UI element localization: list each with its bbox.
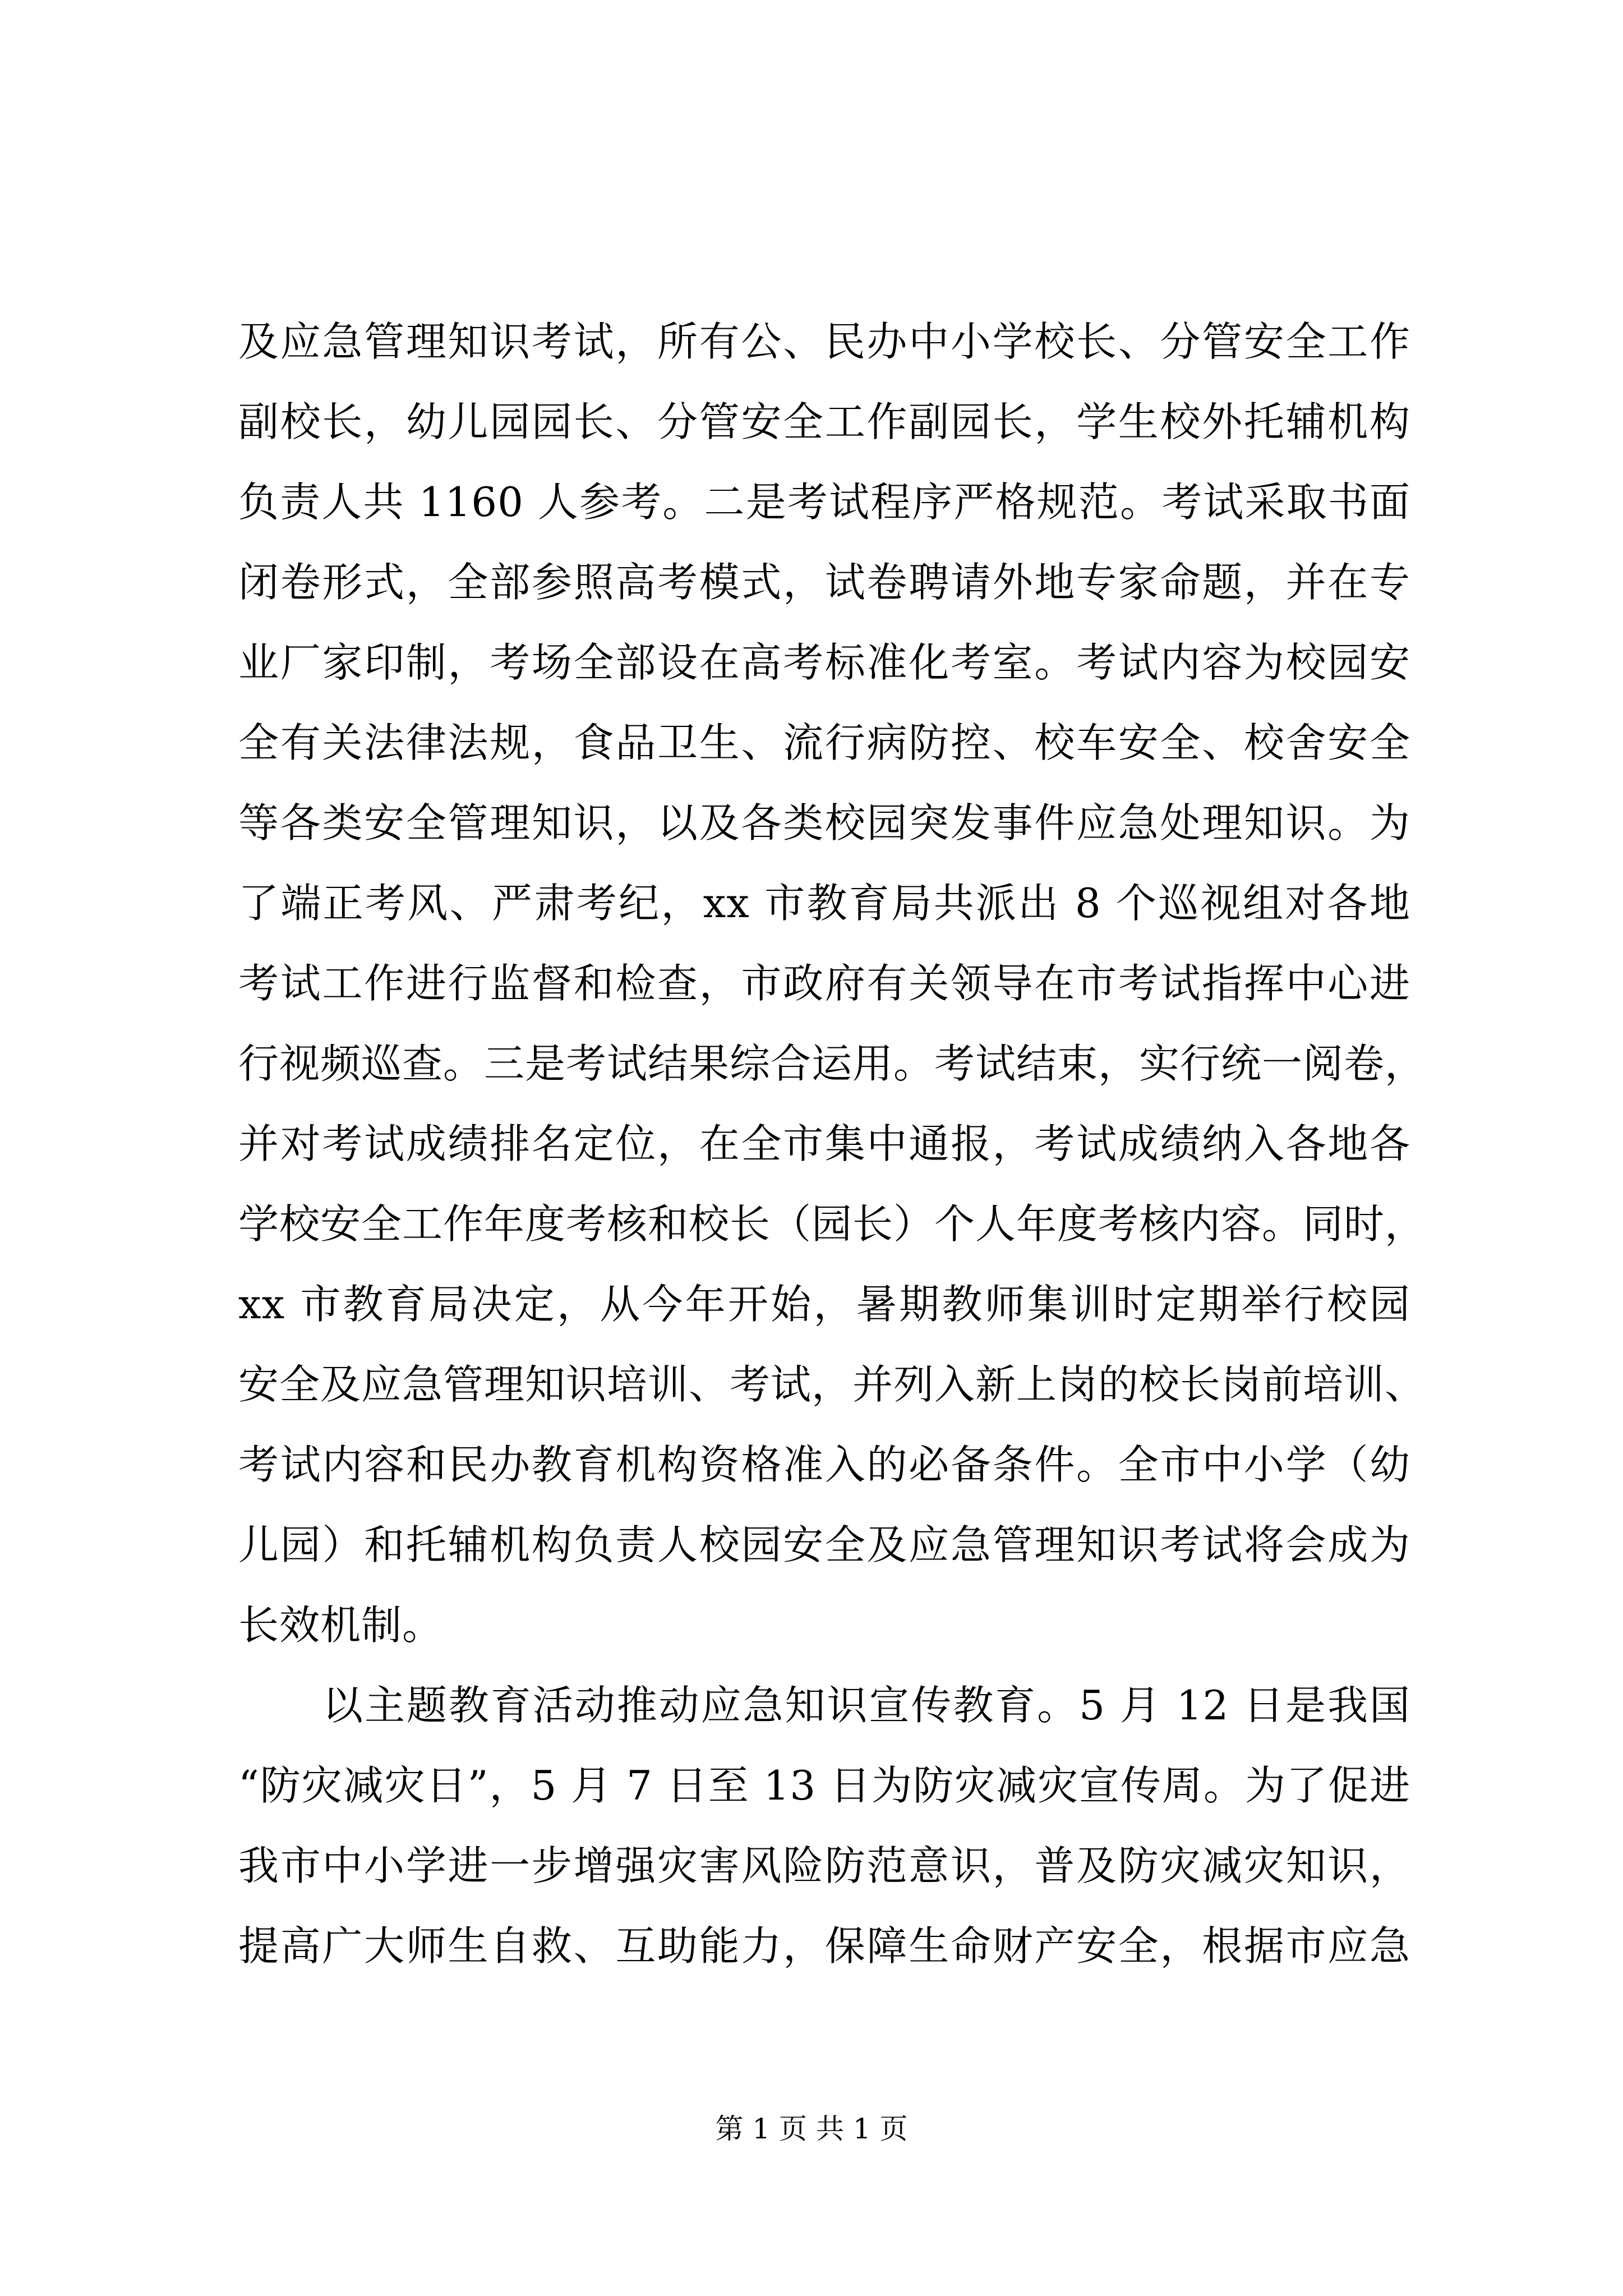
text-line: 安全及应急管理知识培训、考试，并列入新上岗的校长岗前培训、 bbox=[238, 1361, 1426, 1408]
text-line: 了端正考风、严肃考纪，xx 市教育局共派出 8 个巡视组对各地 bbox=[238, 880, 1410, 927]
text-line: 闭卷形式，全部参照高考模式，试卷聘请外地专家命题，并在专 bbox=[238, 559, 1410, 606]
text-line: 及应急管理知识考试，所有公、民办中小学校长、分管安全工作 bbox=[238, 318, 1410, 365]
text-line: 提高广大师生自救、互助能力，保障生命财产安全，根据市应急 bbox=[238, 1922, 1410, 1970]
text-line: 副校长，幼儿园园长、分管安全工作副园长，学生校外托辅机构 bbox=[238, 398, 1410, 445]
text-line: 并对考试成绩排名定位，在全市集中通报，考试成绩纳入各地各 bbox=[238, 1120, 1410, 1167]
text-line: 考试工作进行监督和检查，市政府有关领导在市考试指挥中心进 bbox=[238, 960, 1410, 1007]
text-line: 等各类安全管理知识，以及各类校园突发事件应急处理知识。为 bbox=[238, 799, 1410, 846]
text-line: xx 市教育局决定，从今年开始，暑期教师集训时定期举行校园 bbox=[238, 1281, 1410, 1328]
text-line: 行视频巡查。三是考试结果综合运用。考试结束，实行统一阅卷， bbox=[238, 1040, 1426, 1087]
page-footer: 第 1 页 共 1 页 bbox=[715, 2113, 908, 2145]
text-line: 考试内容和民办教育机构资格准入的必备条件。全市中小学（幼 bbox=[238, 1441, 1410, 1488]
text-line: 全有关法律法规，食品卫生、流行病防控、校车安全、校舍安全 bbox=[238, 719, 1410, 766]
text-line: 长效机制。 bbox=[238, 1602, 444, 1649]
text-line: “防灾减灾日”，5 月 7 日至 13 日为防灾减灾宣传周。为了促进 bbox=[238, 1762, 1410, 1809]
paragraph-first-line: 以主题教育活动推动应急知识宣传教育。5 月 12 日是我国 bbox=[322, 1682, 1410, 1729]
text-line: 我市中小学进一步增强灾害风险防范意识，普及防灾减灾知识， bbox=[238, 1842, 1410, 1889]
text-line: 负责人共 1160 人参考。二是考试程序严格规范。考试采取书面 bbox=[238, 478, 1410, 526]
text-line: 儿园）和托辅机构负责人校园安全及应急管理知识考试将会成为 bbox=[238, 1521, 1410, 1568]
text-line: 学校安全工作年度考核和校长（园长）个人年度考核内容。同时， bbox=[238, 1200, 1426, 1248]
body-text bbox=[238, 302, 1426, 1986]
text-line: 业厂家印制，考场全部设在高考标准化考室。考试内容为校园安 bbox=[238, 639, 1410, 686]
